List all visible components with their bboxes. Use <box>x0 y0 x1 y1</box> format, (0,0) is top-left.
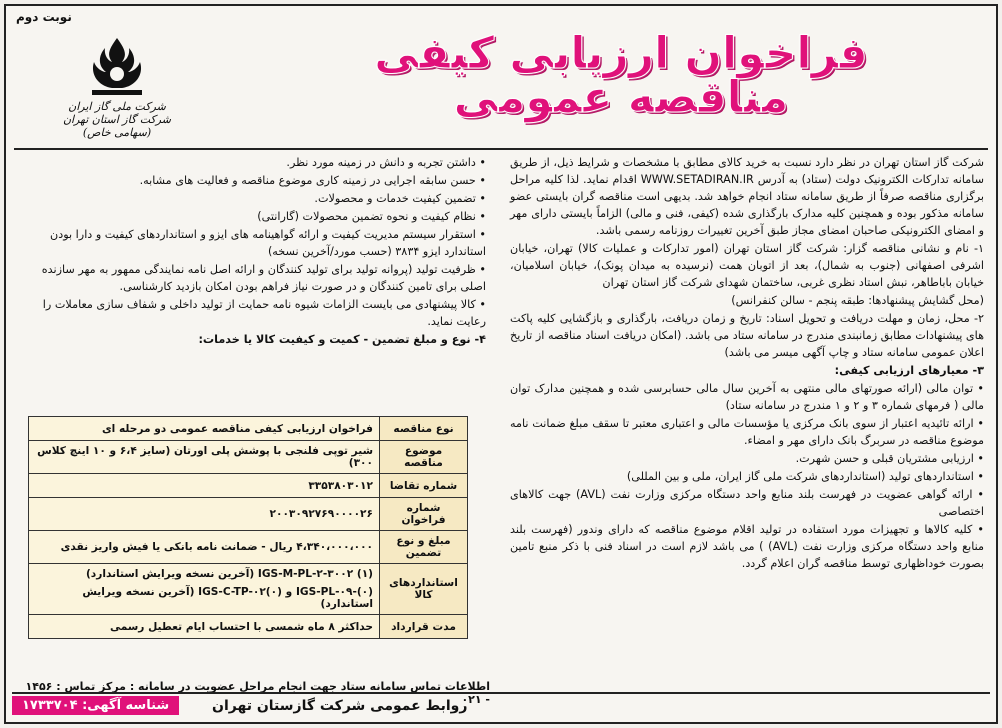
criteria-bullet: • استقرار سیستم مدیریت کیفیت و ارائه گواهینامه های ایزو و استانداردهای کیفیت و دارا بودن استاندارد ایزو ۳۸۳۴ (حسب مورد/آخرین نسخه) <box>16 226 486 260</box>
table-key: موضوع مناقصه <box>380 441 468 474</box>
org-name-line1: شرکت ملی گاز ایران <box>68 100 166 113</box>
table-value: ۲۰۰۳۰۹۲۷۶۹۰۰۰۰۲۶ <box>29 498 380 531</box>
contact-info: اطلاعات تماس سامانه ستاد جهت انجام مراحل عضویت در سامانه : مرکز تماس : ۱۴۵۶ - ۰۲۱ <box>25 680 490 706</box>
table-value: ۴،۳۴۰،۰۰۰،۰۰۰ ریال - ضمانت نامه بانکی یا فیش واریز نقدی <box>29 531 380 564</box>
table-key: مبلغ و نوع تضمین <box>380 531 468 564</box>
table-key: استانداردهای کالا <box>380 564 468 615</box>
criteria-bullet: • کلیه کالاها و تجهیزات مورد استفاده در تولید اقلام موضوع مناقصه که دارای وندور (فهرست بلند منابع واحد دستگاه مرکزی وزارت نفت (AVL) ) می باشد لازم است در اسناد فنی با ذکر منبع تامین بصورت خوداظهاری توسط مناقصه گران اعلام گردد. <box>510 521 984 572</box>
criteria-bullet: • ارائه تائیدیه اعتبار از سوی بانک مرکزی یا مؤسسات مالی و اعتباری معتبر تا سقف مبلغ ضمانت نامه موضوع مناقصه در سربرگ بانک دارای مهر و امضاء. <box>510 415 984 449</box>
table-key: شماره تقاضا <box>380 474 468 498</box>
table-key: مدت قرارداد <box>380 615 468 639</box>
public-relations-label: روابط عمومی شرکت گازستان تهران <box>212 698 468 714</box>
criteria-bullet: • حسن سابقه اجرایی در زمینه کاری موضوع مناقصه و فعالیت های مشابه. <box>16 172 486 189</box>
table-value: شیر توپی فلنجی با پوشش پلی اورتان (سایز ۶،۴ و ۱۰ اینچ کلاس ۳۰۰) <box>29 441 380 474</box>
criteria-bullet: • نظام کیفیت و نحوه تضمین محصولات (گارانتی) <box>16 208 486 225</box>
table-value: ۳۳۵۳۸۰۳۰۱۲ <box>29 474 380 498</box>
table-row <box>29 417 468 441</box>
table-row <box>29 498 468 531</box>
header-divider <box>14 148 988 150</box>
criteria-bullet: • توان مالی (ارائه صورتهای مالی منتهی به آخرین سال مالی حسابرسی شده و همچنین مدارک توان مالی ( فرمهای شماره ۳ و ۲ و ۱ مندرج در سامانه ستاد) <box>510 380 984 414</box>
standard-line: IGS-PL-۰۹-(۰) و IGS-C-TP-۰۲(۰) (آخرین نسخه ویرایش استاندارد) <box>82 586 373 610</box>
table-row <box>29 441 468 474</box>
criteria-bullet: • داشتن تجربه و دانش در زمینه مورد نظر. <box>16 154 486 171</box>
standard-line: IGS-M-PL-۲-۳۰۰۲ (۱) (آخرین نسخه ویرایش استاندارد) <box>85 568 373 580</box>
table-value <box>29 564 380 615</box>
criteria-bullet: • تضمین کیفیت خدمات و محصولات. <box>16 190 486 207</box>
item-3-heading: ۳- معیارهای ارزیابی کیفی: <box>834 364 984 378</box>
table-row <box>29 531 468 564</box>
item-1-note: (محل گشایش پیشنهادها: طبقه پنجم - سالن کنفرانس) <box>731 294 984 308</box>
page-title: فراخوان ارزیابی کیفی مناقصه عمومی <box>374 28 868 123</box>
criteria-bullet: • ظرفیت تولید (پروانه تولید برای تولید کنندگان و ارائه اصل نامه نمایندگی ممهور به مهر سازنده اصلی برای تامین کنندگان و در صورت نیاز فراهم بودن امکان بازدید کارشناسی. <box>16 261 486 295</box>
ad-id-badge: شناسه آگهی: ۱۷۳۳۷۰۴ <box>12 696 179 715</box>
table-value: حداکثر ۸ ماه شمسی با احتساب ایام تعطیل رسمی <box>29 615 380 639</box>
flame-emblem-icon <box>72 34 162 100</box>
company-logo <box>52 34 182 144</box>
table-row <box>29 615 468 639</box>
table-key: نوع مناقصه <box>380 417 468 441</box>
tender-spec-table <box>28 416 468 639</box>
criteria-bullet: • استانداردهای تولید (استانداردهای شرکت ملی گاز ایران، ملی و بین المللی) <box>510 468 984 485</box>
table-key: شماره فراخوان <box>380 498 468 531</box>
intro-paragraph: شرکت گاز استان تهران در نظر دارد نسبت به خرید کالای مطابق با مشخصات و شرایط ذیل، از طریق سامانه تدارکات الکترونیک دولت (ستاد) به آدرس WWW.SETADIRAN.IR اقدام نماید. لذا کلیه مراحل برگزاری مناقصه صرفاً از طریق سامانه ستاد انجام خواهد شد. بدیهی است مناقصه گران بایستی عضو سامانه مذکور بوده و همچنین کلیه مدارک بارگذاری شده (کیفی، فنی و مالی) الزاماً بایستی دارای مهر و امضای الکترونیکی صاحبان امضای مجاز طبق آخرین تغییرات روزنامه رسمی باشد. <box>510 156 984 238</box>
right-column <box>510 154 984 573</box>
item-4-heading: ۴- نوع و مبلغ تضمین - کمیت و کیفیت کالا یا خدمات: <box>198 333 486 347</box>
advertisement-page <box>4 4 998 724</box>
criteria-bullet: • ارائه گواهی عضویت در فهرست بلند منابع واحد دستگاه مرکزی وزارت نفت (AVL) جهت کالاهای اختصاصی <box>510 486 984 520</box>
criteria-bullet: • کالا پیشنهادی می بایست الزامات شیوه نامه حمایت از تولید داخلی و شفاف سازی معاملات را رعایت نماید. <box>16 296 486 330</box>
org-name-line2: شرکت گاز استان تهران (سهامی خاص) <box>62 113 172 140</box>
table-row <box>29 474 468 498</box>
table-value: فراخوان ارزیابی کیفی مناقصه عمومی دو مرحله ای <box>29 417 380 441</box>
criteria-bullet: • ارزیابی مشتریان قبلی و حسن شهرت. <box>510 450 984 467</box>
item-1: ۱- نام و نشانی مناقصه گزار: شرکت گاز استان تهران (امور تدارکات و عملیات کالا) تهران، خیابان اشرفی اصفهانی (جنوب به شمال)، بعد از اتوبان همت (نرسیده به میدان پونک)، خیابان اسلامیان، خیابان باباطاهر، نبش استاد نظری غربی، ساختمان شهدای شرکت گاز استان تهران <box>510 242 984 290</box>
item-2: ۲- محل، زمان و مهلت دریافت و تحویل اسناد: تاریخ و زمان دریافت، بارگذاری و بازگشایی کلیه پاکت های پیشنهادات مطابق زمانبندی مندرج در سامانه ستاد می باشد. (امکان دریافت اسناد مناقصه از تاریخ اعلان عمومی سامانه ستاد و چاپ آگهی میسر می باشد) <box>510 312 984 360</box>
round-label: نوبت دوم <box>16 10 72 24</box>
table-row <box>29 564 468 615</box>
footer-bar <box>12 692 990 718</box>
left-column <box>16 154 486 349</box>
